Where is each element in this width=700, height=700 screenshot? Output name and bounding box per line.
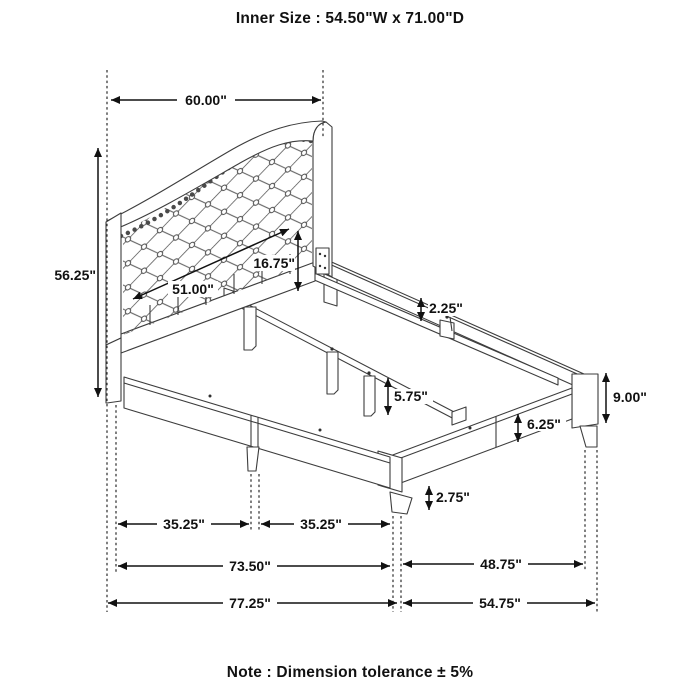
dimension-side-rail-height xyxy=(518,414,566,442)
headboard-wing xyxy=(106,213,121,345)
dim-label-center-rail-height: 2.25" xyxy=(429,300,463,316)
front-side-rail xyxy=(124,377,390,488)
center-support-rail-1 xyxy=(312,272,558,385)
dimension-overall-width xyxy=(403,595,595,611)
dim-label-foot-corner-height: 9.00" xyxy=(613,389,647,405)
support-leg-c xyxy=(364,376,375,416)
foot-rear-leg xyxy=(580,426,597,447)
foot-front-leg xyxy=(390,492,412,514)
dim-label-foot-leg-height: 2.75" xyxy=(436,489,470,505)
support-leg-b xyxy=(327,352,338,394)
dim-label-headboard-height: 56.25" xyxy=(54,267,96,283)
tolerance-note: Note : Dimension tolerance ± 5% xyxy=(226,664,474,681)
inner-size-caption: Inner Size : 54.50"W x 71.00"D xyxy=(235,10,465,27)
headboard-front-leg xyxy=(106,338,121,403)
dim-label-panel-to-rail: 16.75" xyxy=(253,255,295,271)
foot-rear-corner-post xyxy=(572,374,598,447)
foot-rail-bracket xyxy=(452,407,466,425)
dimension-span-rear-section xyxy=(261,516,390,532)
dim-label-overall-width: 54.75" xyxy=(479,595,521,611)
dimension-span-front-section xyxy=(118,516,249,532)
dimension-rail-length xyxy=(118,558,390,574)
dim-label-rail-length: 73.50" xyxy=(229,558,271,574)
dimension-foot-corner-height xyxy=(606,373,654,423)
dim-label-span-front-section: 35.25" xyxy=(163,516,205,532)
dimension-foot-leg-height xyxy=(429,486,474,510)
dimensions xyxy=(54,91,654,611)
support-leg-a xyxy=(244,307,256,350)
dim-label-headboard-width: 60.00" xyxy=(185,92,227,108)
front-middle-leg xyxy=(247,447,259,471)
dim-label-center-leg-height: 5.75" xyxy=(394,388,428,404)
dimension-headboard-width xyxy=(111,91,321,108)
dim-label-headboard-inner-width: 51.00" xyxy=(172,281,214,297)
dimension-overall-depth xyxy=(108,595,397,611)
rail-mounting-bracket xyxy=(316,248,329,274)
dim-label-overall-depth: 77.25" xyxy=(229,595,271,611)
dim-label-side-rail-height: 6.25" xyxy=(527,416,561,432)
dim-label-span-rear-section: 35.25" xyxy=(300,516,342,532)
dimension-foot-inner-width xyxy=(403,556,583,572)
dim-label-foot-inner-width: 48.75" xyxy=(480,556,522,572)
dimension-headboard-height xyxy=(54,148,98,397)
